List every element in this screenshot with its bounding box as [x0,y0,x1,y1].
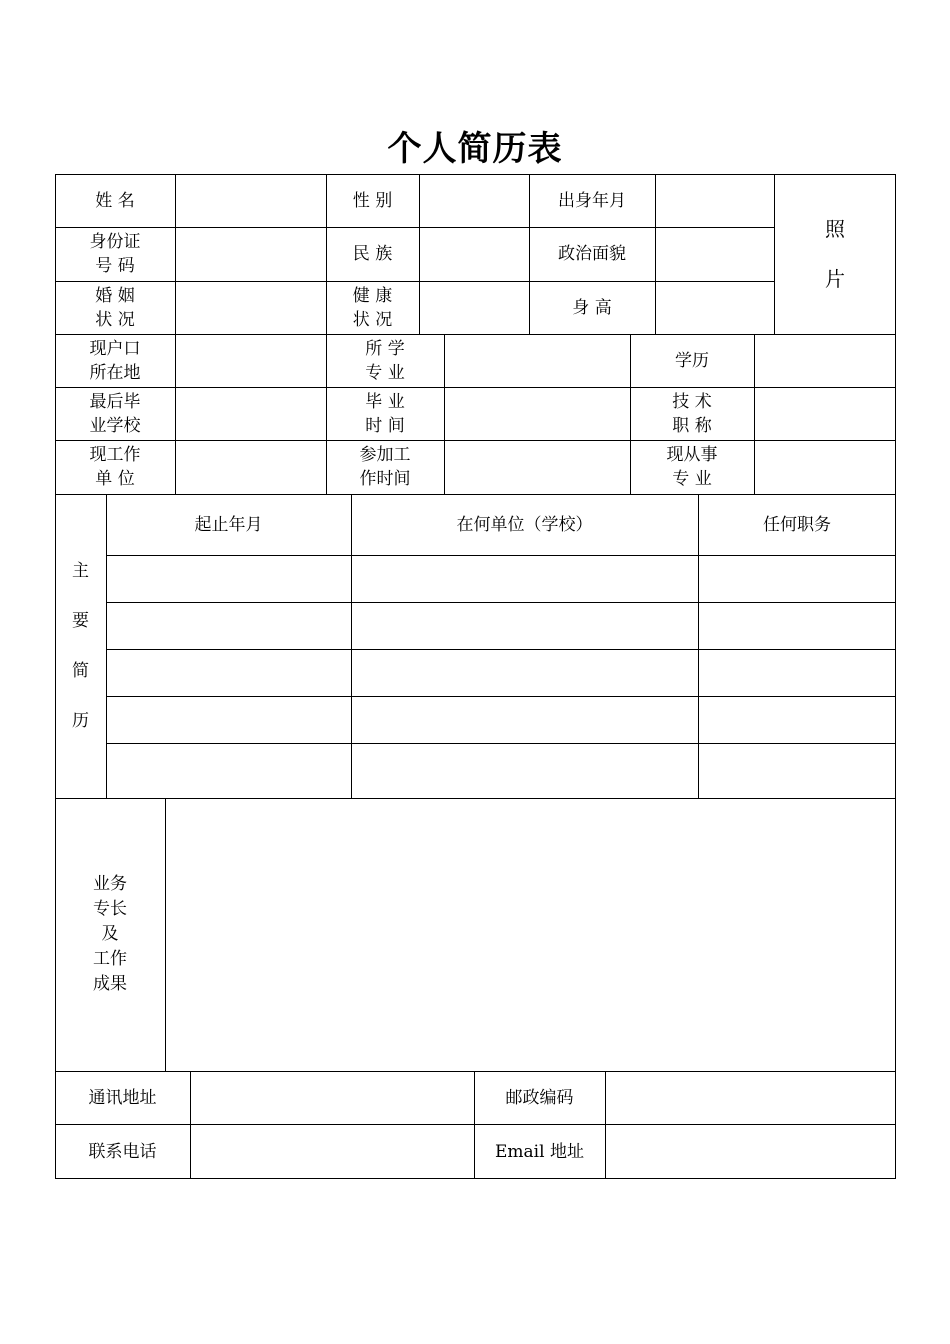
field-id-number[interactable] [176,228,326,281]
header-position: 任何职务 [763,514,831,535]
label-postcode: 邮政编码 [505,1087,574,1108]
label-ethnicity: 民 族 [352,244,393,264]
label-height: 身 高 [572,297,612,318]
field-major[interactable] [445,335,630,387]
field-health[interactable] [420,282,529,334]
field-name[interactable] [176,175,326,227]
label-employer: 现工作 单 位 [89,445,141,489]
label-political: 政治面貌 [558,244,626,264]
label-work-start: 参加工 作时间 [359,445,411,489]
label-name: 姓 名 [95,190,135,211]
label-phone: 联系电话 [88,1141,157,1162]
resume-row-1[interactable] [107,556,896,602]
field-postcode[interactable] [606,1072,896,1124]
resume-side-label: 主 要 简 历 [72,560,89,731]
resume-row-4[interactable] [107,697,896,743]
label-gender: 性 别 [352,190,393,211]
label-education: 学历 [675,350,709,371]
field-school[interactable] [176,388,326,440]
field-grad-time[interactable] [445,388,630,440]
label-id-number: 身份证 号 码 [89,232,141,276]
label-health: 健 康 状 况 [352,285,393,330]
field-achievements[interactable] [166,799,896,1071]
field-height[interactable] [656,282,774,334]
field-ethnicity[interactable] [420,228,529,281]
field-work-start[interactable] [445,441,630,494]
page-title: 个人简历表 [387,129,563,169]
photo-area[interactable]: 照 片 [825,217,845,291]
label-marital: 婚 姻 状 况 [95,285,135,330]
field-address[interactable] [191,1072,474,1124]
field-phone[interactable] [191,1125,474,1179]
label-title-rank: 技 术 职 称 [672,391,712,436]
label-birth: 出身年月 [558,190,626,211]
label-achievements: 业务 专长 及 工作 成果 [93,874,127,994]
field-current-major[interactable] [755,441,896,494]
field-employer[interactable] [176,441,326,494]
field-birth[interactable] [656,175,774,227]
header-organization: 在何单位（学校） [456,514,593,535]
field-education[interactable] [755,335,896,387]
label-address: 通讯地址 [88,1087,157,1108]
field-email[interactable] [606,1125,896,1179]
field-gender[interactable] [420,175,529,227]
label-grad-time: 毕 业 时 间 [365,391,405,436]
label-major: 所 学 专 业 [365,338,405,383]
resume-row-2[interactable] [107,603,896,649]
header-period: 起止年月 [194,514,263,535]
label-email: Email 地址 [495,1141,584,1162]
field-political[interactable] [656,228,774,281]
field-title-rank[interactable] [755,388,896,440]
label-current-major: 现从事 专 业 [666,445,718,489]
field-hukou[interactable] [176,335,326,387]
label-hukou: 现户口 所在地 [89,338,141,383]
resume-row-3[interactable] [107,650,896,696]
label-school: 最后毕 业学校 [89,391,141,436]
field-marital[interactable] [176,282,326,334]
resume-row-5[interactable] [107,744,896,798]
